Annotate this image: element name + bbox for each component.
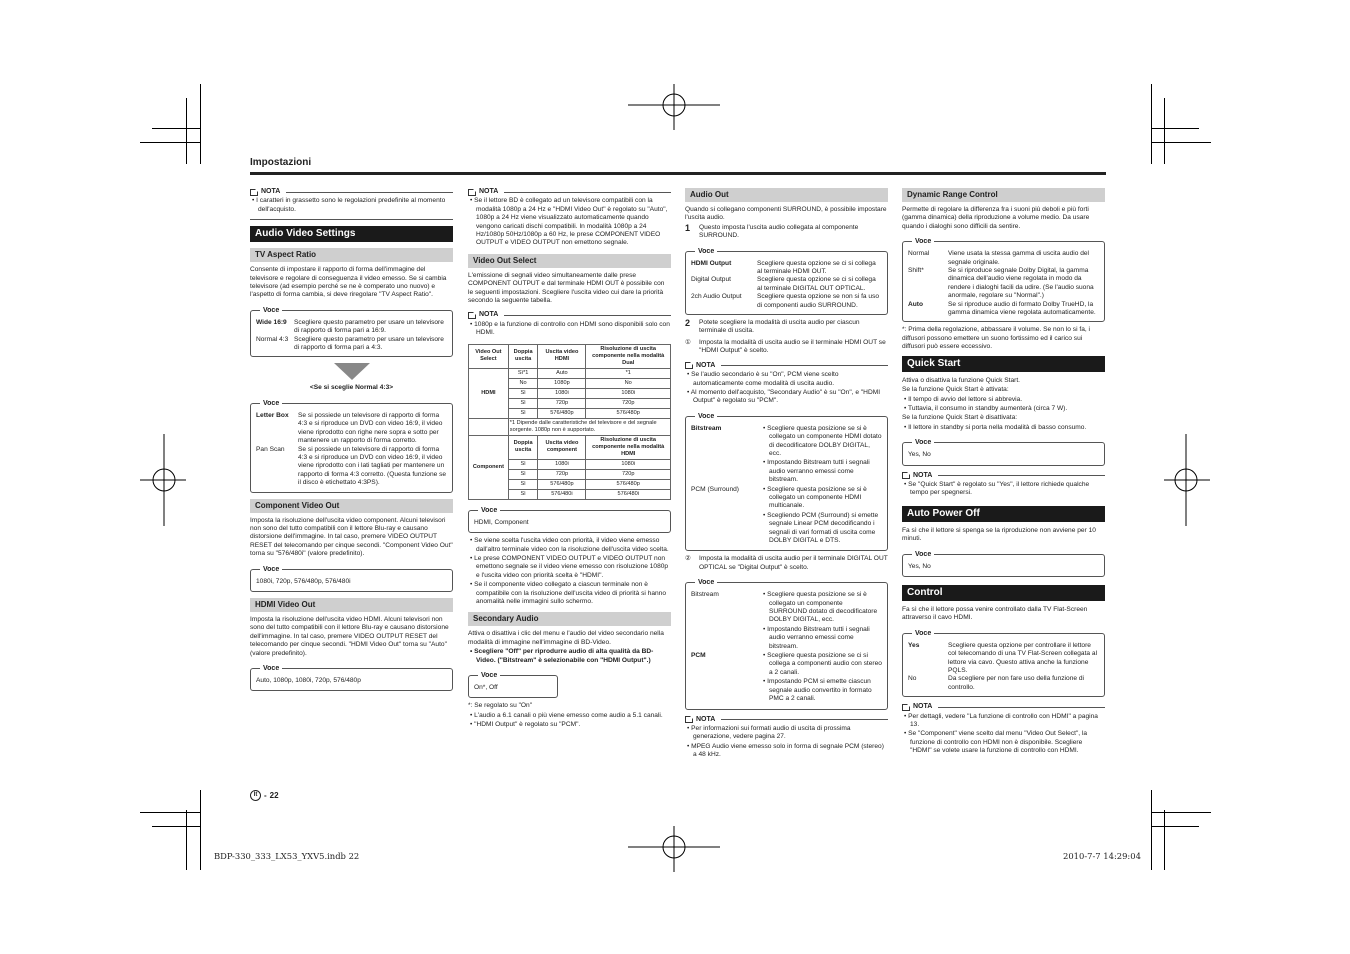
crop-mark (1151, 790, 1152, 870)
nota-heading: NOTA (902, 472, 1105, 480)
voce-box: Voce HDMI, Component (468, 510, 671, 533)
nota-heading: NOTA (468, 311, 671, 319)
subsection-title: Video Out Select (468, 254, 671, 268)
paragraph: L'emissione di segnali video simultaneamente dalle prese COMPONENT OUTPUT e dal terminale HDMI OUT è possibile con le seguenti impostazioni. Scegliere l'uscita video cui dare la priorità secondo la seguente tabella. (468, 271, 665, 305)
option-row: Shift* Se si riproduce segnale Dolby Digital, la gamma dinamica dell'audio viene regolata in modo da rendere i dialoghi facili da udire. (Se l'audio suona anormale, regolare su "Normal".) (908, 267, 1094, 300)
section-title: Audio Video Settings (250, 226, 453, 242)
voce-box: Voce Yes, No (902, 554, 1105, 577)
print-slug-left: BDP-330_333_LX53_YXV5.indb 22 (214, 851, 360, 861)
bullet: • Per dettagli, vedere "La funzione di controllo con HDMI" a pagina 13. (902, 713, 1105, 730)
paragraph: Fa sì che il lettore si spenga se la riproduzione non avviene per 10 minuti. (902, 526, 1096, 543)
option-row: Yes Scegliere questa opzione per controllare il lettore col telecomando di una TV Flat-Screen collegata al lettore via cavo. Questo attiva anche la funzione PQLS. (908, 641, 1098, 674)
paragraph: Attiva o disattiva la funzione Quick Start. (902, 376, 1021, 384)
bullet: • Se "Quick Start" è regolato su "Yes", il lettore richiede qualche tempo per spegnersi. (902, 481, 1105, 498)
footnote: *: Se regolato su "On" (468, 702, 533, 710)
crop-mark (152, 826, 200, 827)
paragraph: Fa sì che il lettore possa venire controllato dalla TV Flat-Screen attraverso il cavo HDMI. (902, 605, 1088, 622)
crop-mark (1151, 826, 1199, 827)
registration-mark-icon (628, 84, 720, 130)
nota-text: • Se il lettore BD è collegato ad un televisore compatibili con la modalità 1080p a 24 Hz e "HDMI Video Out" è regolato su "Auto", 1080p a 24 Hz viene visualizzato automaticamente quando vengono caricati dischi compatibili. In modalità 1080p a 24 Hz/1080p 50Hz/1080p a 60 Hz, le prese COMPONENT VIDEO OUTPUT e VIDEO OUTPUT non emettono segnale. (468, 197, 671, 247)
option-row: Digital Output Scegliere questa opzione se ci si collega al terminale DIGITAL OUT OPTICAL. (691, 276, 876, 292)
crop-mark (1151, 128, 1199, 129)
bullet: • Per informazioni sui formati audio di uscita di prossima generazione, vedere pagina 27. (685, 725, 888, 742)
voce-box: Voce Yes, No (902, 442, 1105, 465)
crop-mark (200, 84, 201, 164)
bullet: • Scegliere "Off" per riprodurre audio di alta qualità da BD-Video. ("Bitstream" è selezionabile con "HDMI Output".) (468, 648, 671, 665)
note-icon (468, 189, 476, 196)
subsection-title: TV Aspect Ratio (250, 248, 453, 262)
subsection-title: Component Video Out (250, 499, 453, 513)
nota-text: • I caratteri in grassetto sono le regolazioni predefinite al momento dell'acquisto. (250, 197, 453, 214)
paragraph: Se la funzione Quick Start è attivata: (902, 386, 1009, 394)
caption: <Se si sceglie Normal 4:3> (309, 384, 394, 392)
option-row: PCM • Scegliere questa posizione se ci si collega a componenti audio con stereo a 2 canali. • Impostando PCM si emette ciascun segnale audio convertito in formato PMC a 2 canali. (691, 652, 882, 704)
option-row: Bitstream • Scegliere questa posizione se si è collegato un componente SURROUND dotato di decodificatore DOLBY DIGITAL, ecc. • Impostando Bitstream tutti i segnali audio verranno emessi come bitstream. (691, 591, 882, 652)
note-icon (250, 189, 258, 196)
bullet: • L'audio a 6.1 canali o più viene emesso come audio a 5.1 canali. (468, 712, 671, 720)
bullet: • Tuttavia, il consumo in standby aumenterà (circa 7 W). (902, 405, 1105, 413)
step-1: 1 Questo imposta l'uscita audio collegata al componente SURROUND. (685, 222, 859, 240)
note-icon (468, 312, 476, 319)
voce-box: Voce Wide 16:9 Scegliere questo parametro per usare un televisore di rapporto di forma pari a 16:9. Normal 4:3 Scegliere questo parametro per usare un televisore di rapporto di forma pari a 4:3. (250, 310, 453, 358)
option-row: HDMI Output Scegliere questa opzione se ci si collega al terminale HDMI OUT. (691, 259, 876, 276)
nota-heading: NOTA (685, 362, 888, 370)
crop-mark (1164, 810, 1165, 870)
section-title: Auto Power Off (902, 506, 1105, 522)
note-icon (902, 704, 910, 711)
bullet: • Se il componente video collegato a ciascun terminale non è compatibile con la risoluzione dell'uscita video di priorità si hanno anomalità nelle immagini sullo schermo. (468, 581, 671, 606)
column-1 (250, 182, 453, 695)
print-slug-right: 2010-7-7 14:29:04 (1063, 851, 1141, 861)
crop-mark (186, 98, 187, 164)
nota-heading: NOTA (902, 703, 1105, 711)
column-4 (902, 182, 1105, 757)
voce-box: Voce 1080i, 720p, 576/480p, 576/480i (250, 569, 453, 592)
video-out-table: Video Out Select Doppia uscita Uscita video HDMI Risoluzione di uscita componente nella modalità Dual HDMI Sì*1 Auto *1 No 1080p No Sì 1080i 1080i Sì 720p 720p Sì 576/480p 576/480p *1 Dipende dalle caratteristiche del televisore e del segnale sorgente. 1080p non è supportato. Component Doppia uscita Uscita video component Risoluzione di uscita componente nella modalità HDMI Sì 1080i 1080i Sì 720p 720p Sì 576/480p 576/480p Sì 576/480i 576/480i (468, 344, 671, 500)
substep-2: ② Imposta la modalità di uscita audio per il terminale DIGITAL OUT OPTICAL se "Digital Output" è scelto. (685, 555, 888, 571)
nota-text: • 1080p e la funzione di controllo con HDMI sono disponibili solo con HDMI. (468, 321, 671, 338)
voce-box: Voce HDMI Output Scegliere questa opzione se ci si collega al terminale HDMI OUT. Digital Output Scegliere questa opzione se ci si collega al terminale DIGITAL OUT OPTICAL. 2ch Audio Output Scegliere questa opzione se non si fa uso di componenti audio SURROUND. (685, 251, 888, 315)
crop-mark (152, 128, 200, 129)
subsection-title: HDMI Video Out (250, 598, 453, 612)
crop-mark (1151, 142, 1211, 143)
crop-mark (200, 790, 201, 870)
option-row: Normal 4:3 Scegliere questo parametro per usare un televisore di rapporto di forma pari a 4:3. (256, 335, 444, 352)
crop-mark (1151, 84, 1152, 164)
paragraph: Quando si collegano componenti SURROUND, è possibile impostare l'uscita audio. (685, 206, 887, 222)
bullet: • Se "Component" viene scelto dal menu "Video Out Select", la funzione di controllo con HDMI non è disponibile. Scegliere "HDMI" se volete usare la funzione di controllo con HDMI. (902, 730, 1105, 755)
section-title: Control (902, 585, 1105, 601)
column-2 (468, 182, 671, 731)
crop-mark (186, 810, 187, 870)
crop-mark (1151, 812, 1211, 813)
paragraph: Imposta la risoluzione dell'uscita video component. Alcuni televisori non sono del tutto compatibili con il lettore Blu-ray e causano distorsione dell'immagine. In tal caso, premere VIDEO OUTPUT RESET del telecomando per cinque secondi. "Component Video Out" torna su "576/480i" (valore predefinito). (250, 516, 453, 558)
bullet: • Il tempo di avvio del lettore si abbrevia. (902, 396, 1105, 404)
bullet: • "HDMI Output" è regolato su "PCM". (468, 721, 671, 729)
voce-box: Voce Letter Box Se si possiede un televisore di rapporto di forma 4:3 e si riproduce un DVD con video 16:9, il video viene riprodotto con righe nere sopra e sotto per mantenere un rapporto di forma corretto. Pan Scan Se si possiede un televisore di rapporto di forma 4:3 e si riproduce un DVD con video 16:9, il video viene riprodotto con i lati tagliati per mantenere un rapporto di forma 4:3 corretto. (Questa funzione se il disco è etichettato 4:3PS). (250, 403, 453, 493)
nota-heading: NOTA (685, 716, 888, 724)
voce-box: Voce Bitstream • Scegliere questa posizione se si è collegato un componente HDMI dotato di decodificatore DOLBY DIGITAL, ecc. • Impostando Bitstream tutti i segnali audio verranno emessi come bitstream. PCM (Surround) • Scegliere questa posizione se si è collegato un componente HDMI multicanale. • Scegliendo PCM (Surround) si emette segnale Linear PCM decodificando i segnali di vari formati di uscita come DOLBY DIGITAL e DTS. (685, 416, 888, 552)
option-row: Wide 16:9 Scegliere questo parametro per usare un televisore di rapporto di forma pari a 16:9. (256, 318, 444, 335)
option-row: Letter Box Se si possiede un televisore di rapporto di forma 4:3 e si riproduce un DVD con video 16:9, il video viene riprodotto con righe nere sopra e sotto per mantenere un rapporto di forma corretto. (256, 411, 443, 445)
subsection-title: Dynamic Range Control (902, 188, 1105, 202)
note-icon (685, 716, 693, 723)
voce-box: Voce Normal Viene usata la stessa gamma di uscita audio del segnale originale. Shift* Se si riproduce segnale Dolby Digital, la gamma dinamica dell'audio viene regolata in modo da rendere i dialoghi facili da udire. (Se l'audio suona anormale, regolare su "Normal".) Auto Se si riproduce audio di formato Dolby TrueHD, la gamma dinamica viene regolata automaticamente. (902, 241, 1105, 322)
paragraph: Attiva o disattiva i clic del menu e l'audio del video secondario nella modalità di immagine nell'immagine di BD-Video. (468, 630, 664, 646)
crop-mark (1164, 98, 1165, 164)
footnote: *: Prima della regolazione, abbassare il volume. Se non lo si fa, i diffusori possono emettere un suono fortissimo ed il carico sui diffusori può essere eccessivo. (902, 326, 1091, 351)
substep-1: ① Imposta la modalità di uscita audio se il terminale HDMI OUT se "HDMI Output" è scelto. (685, 338, 886, 355)
bullet: • Al momento dell'acquisto, "Secondary Audio" è su "On", e "HDMI Output" è regolato su "PCM". (685, 389, 888, 406)
option-row: 2ch Audio Output Scegliere questa opzione se non si fa uso di componenti audio SURROUND. (691, 293, 880, 309)
voce-box: Voce Yes Scegliere questa opzione per controllare il lettore col telecomando di una TV Flat-Screen collegata al lettore via cavo. Questo attiva anche la funzione PQLS. No Da scegliere per non fare uso della funzione di controllo. (902, 633, 1105, 697)
step-2: 2 Potete scegliere la modalità di uscita audio per ciascun terminale di uscita. (685, 318, 860, 335)
voce-box: Voce Bitstream • Scegliere questa posizione se si è collegato un componente SURROUND dotato di decodificatore DOLBY DIGITAL, ecc. • Impostando Bitstream tutti i segnali audio verranno emessi come bitstream. PCM • Scegliere questa posizione se ci si collega a componenti audio con stereo a 2 canali. • Impostando PCM si emette ciascun segnale audio convertito in formato PMC a 2 canali. (685, 582, 888, 709)
section-title: Quick Start (902, 356, 1105, 372)
column-3 (685, 182, 888, 761)
bullet: • MPEG Audio viene emesso solo in forma di segnale PCM (stereo) a 48 kHz. (685, 743, 888, 760)
paragraph: Consente di impostare il rapporto di forma dell'immagine del televisore e regolare di conseguenza il video emesso. Se si cambia televisore (ad esempio perché se ne è comperato uno nuovo) e l'aspetto di forma cambia, si deve riregolare "TV Aspect Ratio". (250, 266, 447, 299)
registration-mark-icon (628, 826, 720, 872)
option-row: Pan Scan Se si possiede un televisore di rapporto di forma 4:3 e si riproduce un DVD con video 16:9, il video viene riprodotto con i lati tagliati per mantenere un rapporto di forma 4:3 corretto. (Questa funzione se il disco è etichettato 4:3PS). (256, 445, 447, 487)
nota-heading: NOTA (468, 188, 671, 196)
option-row: Bitstream • Scegliere questa posizione se si è collegato un componente HDMI dotato di decodificatore DOLBY DIGITAL, ecc. • Impostando Bitstream tutti i segnali audio verranno emessi come bitstream. (691, 425, 882, 486)
bullet: • Il lettore in standby si porta nella modalità di basso consumo. (902, 424, 1105, 432)
nota-heading: NOTA (250, 188, 453, 196)
bullet: • Le prese COMPONENT VIDEO OUTPUT e VIDEO OUTPUT non emettono segnale se il video viene emesso con risoluzione 1080p e l'uscita video con priorità scelta è "HDMI". (468, 555, 671, 580)
option-row: PCM (Surround) • Scegliere questa posizione se si è collegato un componente HDMI multicanale. • Scegliendo PCM (Surround) si emette segnale Linear PCM decodificando i segnali di vari formati di uscita come DOLBY DIGITAL e DTS. (691, 486, 882, 547)
page-header: Impostazioni (250, 157, 312, 168)
page-number: It - 22 (250, 790, 279, 801)
voce-box: Voce On*, Off (468, 675, 558, 698)
language-badge: It (250, 790, 261, 801)
paragraph: Permette di regolare la differenza fra i suoni più deboli e più forti (gamma dinamica) della riproduzione a volume medio. Da usare quando i dialoghi sono difficili da sentire. (902, 206, 1090, 230)
arrow-down-icon (334, 363, 370, 380)
crop-mark (140, 142, 200, 143)
bullet: • Se viene scelta l'uscita video con priorità, il video viene emesso dall'altro terminale video con la risoluzione dell'uscita video scelta. (468, 537, 671, 554)
option-row: No Da scegliere per non fare uso della funzione di controllo. (908, 675, 1084, 691)
option-row: Auto Se si riproduce audio di formato Dolby TrueHD, la gamma dinamica viene regolata automaticamente. (908, 300, 1096, 317)
registration-mark-icon (140, 434, 186, 526)
registration-mark-icon (1164, 434, 1210, 526)
note-icon (902, 472, 910, 479)
header-rule (250, 172, 1106, 175)
paragraph: Imposta la risoluzione dell'uscita video HDMI. Alcuni televisori non sono del tutto compatibili con il lettore Blu-ray e causano distorsione dell'immagine. In tal caso, premere VIDEO OUTPUT RESET del telecomando per cinque secondi. "HDMI Video Out" torna su "Auto" (valore predefinito). (250, 615, 449, 657)
bullet: • Se l'audio secondario è su "On", PCM viene scelto automaticamente come modalità di uscita audio. (685, 371, 888, 388)
option-row: Normal Viene usata la stessa gamma di uscita audio del segnale originale. (908, 250, 1089, 266)
subsection-title: Audio Out (685, 188, 888, 202)
subsection-title: Secondary Audio (468, 612, 671, 626)
manual-page (250, 152, 1106, 812)
note-icon (685, 362, 693, 369)
voce-box: Voce Auto, 1080p, 1080i, 720p, 576/480p (250, 668, 453, 691)
paragraph: Se la funzione Quick Start è disattivata: (902, 414, 1018, 422)
crop-mark (140, 812, 200, 813)
